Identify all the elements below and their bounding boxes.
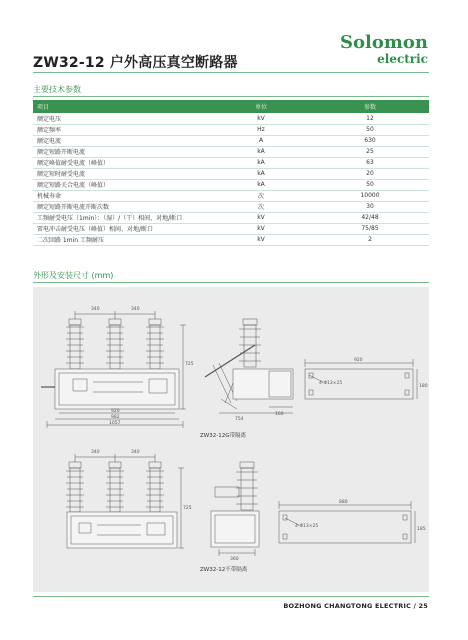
table-row (33, 234, 429, 245)
bushing-c (146, 319, 164, 369)
spec-unit: kV (211, 212, 311, 223)
bottom-dim-hole: 4-Φ13×25 (295, 524, 319, 529)
brand-logo (340, 34, 428, 66)
technical-drawing (33, 287, 429, 592)
table-row (33, 201, 429, 212)
spec-item: 额定电压 (33, 113, 211, 124)
drawing-divider (33, 282, 429, 283)
spec-item: 额定短路开断电流开断次数 (33, 201, 211, 212)
spec-table (33, 100, 429, 246)
logo-main-text: Solomon (340, 32, 428, 53)
spec-item: 雷电冲击耐受电压（峰值）相间、对地/断口 (33, 223, 211, 234)
spec-unit: 次 (211, 201, 311, 212)
bottom-caption: ZW32-12不带隔离 (200, 567, 248, 573)
spec-item: 机械寿命 (33, 190, 211, 201)
spec-value: 42/48 (311, 212, 429, 223)
bottom-dim-height: 725 (183, 506, 192, 511)
bottom-dim-base: 360 (230, 557, 239, 562)
bushing-a (66, 319, 84, 369)
spec-item: 二次回路 1min 工频耐压 (33, 234, 211, 245)
table-row (33, 157, 429, 168)
top-dim-plate-w: 920 (354, 358, 363, 363)
bottom-dim-plate-w: 880 (339, 500, 348, 505)
table-row (33, 168, 429, 179)
top-dim-plate-h: 180 (419, 384, 428, 389)
top-dim-height: 725 (185, 362, 194, 367)
spec-value: 30 (311, 201, 429, 212)
spec-unit: Hz (211, 124, 311, 135)
top-caption: ZW32-12G带隔离 (200, 433, 246, 439)
spec-unit: kA (211, 179, 311, 190)
spec-item: 额定峰值耐受电流（峰值） (33, 157, 211, 168)
table-row (33, 113, 429, 124)
spec-value: 50 (311, 124, 429, 135)
top-dim-side-small: 160 (275, 412, 284, 417)
bottom-dim-pitch-a: 340 (91, 450, 100, 455)
table-row (33, 146, 429, 157)
spec-value: 20 (311, 168, 429, 179)
spec-item: 额定短路开断电流 (33, 146, 211, 157)
bushing-b (106, 319, 124, 369)
bottom-front-view (66, 454, 184, 548)
footer-text: BOZHONG CHANGTONG ELECTRIC / 25 (283, 602, 428, 610)
table-row (33, 179, 429, 190)
drawing-section-title: 外形及安装尺寸 (mm) (33, 271, 114, 280)
bottom-dim-pitch-b: 340 (131, 450, 140, 455)
spec-unit: kA (211, 157, 311, 168)
spec-unit: kV (211, 223, 311, 234)
spec-value: 630 (311, 135, 429, 146)
spec-table-header (33, 100, 429, 113)
bottom-mounting-plate (279, 501, 415, 543)
spec-item: 额定频率 (33, 124, 211, 135)
table-row (33, 135, 429, 146)
top-dim-w3: 1057 (109, 421, 121, 426)
spec-value: 10000 (311, 190, 429, 201)
spec-unit: kA (211, 168, 311, 179)
table-row (33, 223, 429, 234)
spec-item: 额定电流 (33, 135, 211, 146)
technical-drawing-panel (33, 287, 429, 592)
spec-value: 12 (311, 113, 429, 124)
spec-unit: 次 (211, 190, 311, 201)
spec-unit: kV (211, 113, 311, 124)
spec-item: 额定短时耐受电流 (33, 168, 211, 179)
spec-unit: A (211, 135, 311, 146)
table-row (33, 190, 429, 201)
spec-item: 工频耐受电压（1min）：（湿）/（干）相间、对地/断口 (33, 212, 211, 223)
top-dim-pitch-b: 340 (131, 307, 140, 312)
top-dim-hole: 4-Φ13×25 (319, 381, 343, 386)
top-side-view (205, 319, 293, 413)
spec-item: 额定短路关合电流（峰值） (33, 179, 211, 190)
specs-divider (33, 96, 429, 97)
table-row (33, 124, 429, 135)
header-divider (33, 72, 429, 73)
spec-unit: kA (211, 146, 311, 157)
spec-value: 63 (311, 157, 429, 168)
top-dim-pitch-a: 340 (91, 307, 100, 312)
footer-divider (33, 596, 429, 597)
bottom-side-view (211, 462, 259, 556)
top-mounting-plate (305, 359, 417, 399)
top-dim-w1: 920 (111, 409, 120, 414)
col-header-unit: 单位 (211, 100, 311, 113)
top-dim-side-depth: 754 (235, 417, 244, 422)
table-row (33, 212, 429, 223)
logo-sub-text: electric (377, 52, 428, 66)
bottom-dim-plate-h: 185 (417, 527, 426, 532)
spec-value: 25 (311, 146, 429, 157)
top-dim-w2: 982 (111, 415, 120, 420)
spec-value: 75/85 (311, 223, 429, 234)
col-header-item: 项目 (33, 100, 211, 113)
page-title: ZW32-12 户外高压真空断路器 (33, 55, 238, 71)
specs-section-title: 主要技术参数 (33, 85, 81, 94)
spec-value: 50 (311, 179, 429, 190)
spec-unit: kV (211, 234, 311, 245)
spec-value: 2 (311, 234, 429, 245)
col-header-value: 参数 (311, 100, 429, 113)
